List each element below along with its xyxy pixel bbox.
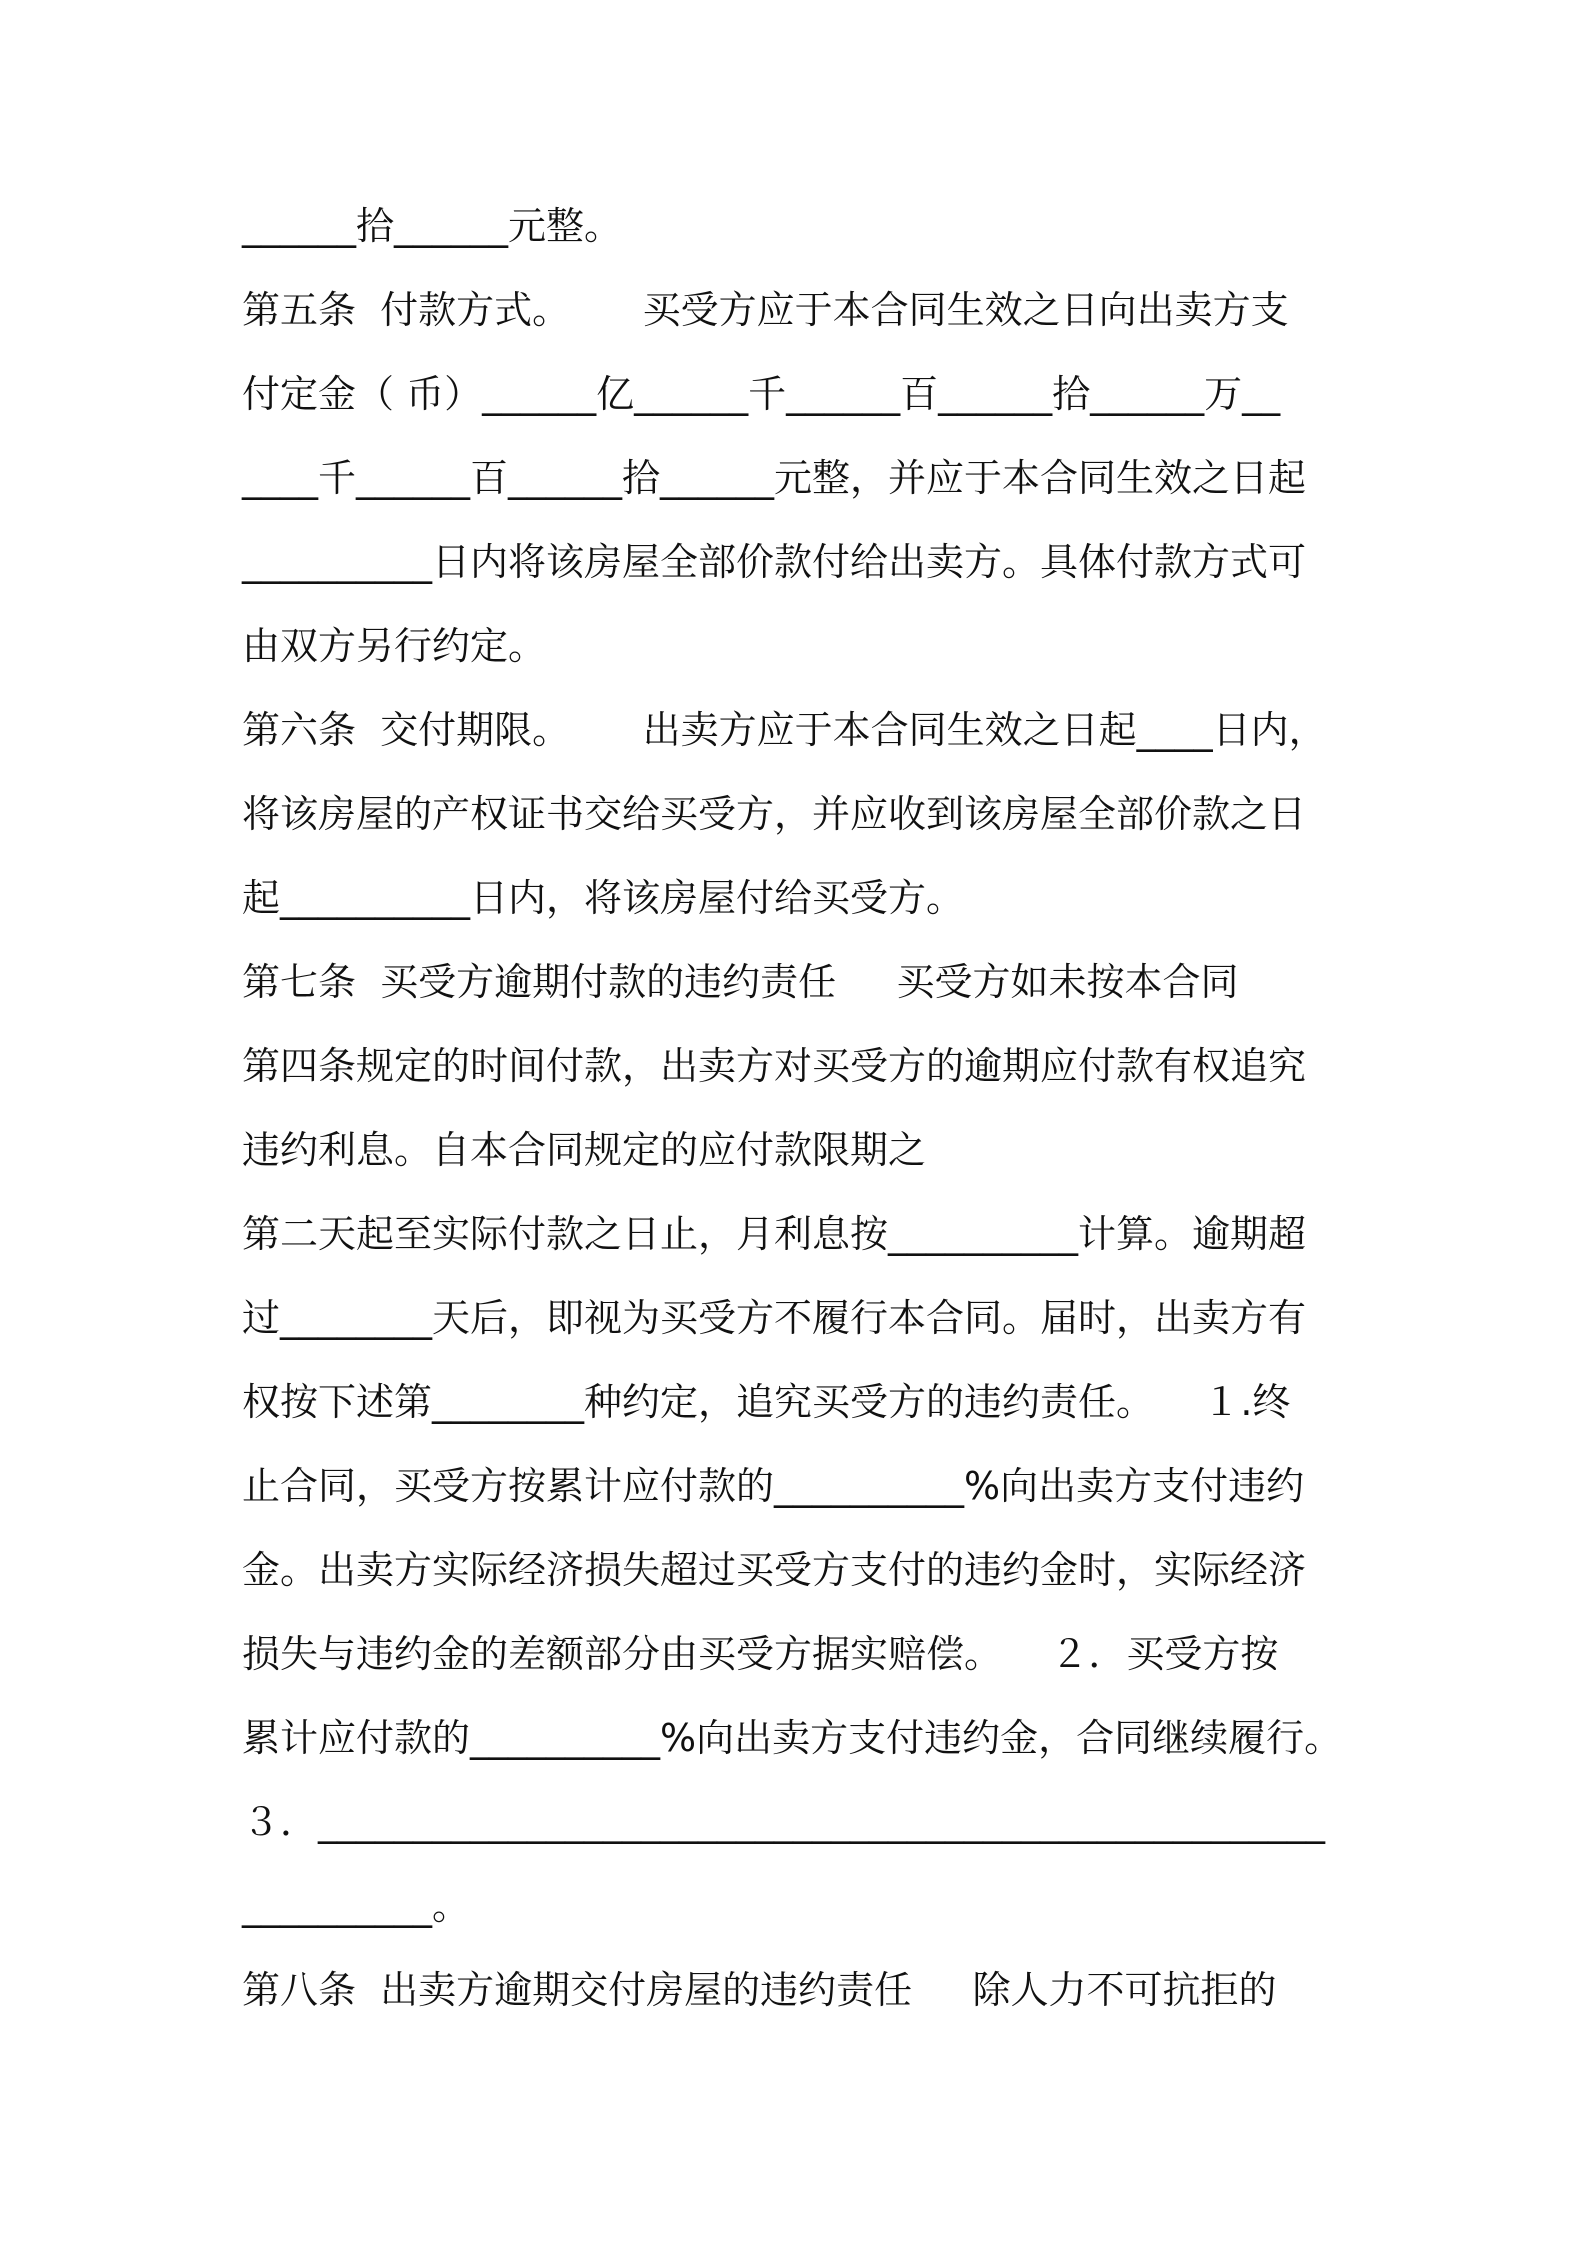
text-line: 将该房屋的产权证书交给买受方，并应收到该房屋全部价款之日 <box>242 792 1307 836</box>
text-line: ____千______百______拾______元整，并应于本合同生效之日起 <box>242 456 1307 500</box>
text-line: 金。出卖方实际经济损失超过买受方支付的违约金时，实际经济 <box>242 1548 1307 1592</box>
text-line: 第四条规定的时间付款，出卖方对买受方的逾期应付款有权追究 <box>242 1044 1307 1088</box>
text-line: 权按下述第________种约定，追究买受方的违约责任。 １.终 <box>242 1380 1291 1424</box>
text-line: 第二天起至实际付款之日止，月利息按__________计算。逾期超 <box>242 1212 1307 1256</box>
text-line: 损失与违约金的差额部分由买受方据实赔偿。 ２．买受方按 <box>242 1632 1279 1676</box>
text-line: 由双方另行约定。 <box>242 624 547 668</box>
article-5-heading-line: 第五条 付款方式。 买受方应于本合同生效之日向出卖方支 <box>242 288 1289 332</box>
text-line: __________。 <box>242 1884 471 1928</box>
text-line: 违约利息。自本合同规定的应付款限期之 <box>242 1128 927 1172</box>
text-line: __________日内将该房屋全部价款付给出卖方。具体付款方式可 <box>242 540 1307 584</box>
article-7-heading-line: 第七条 买受方逾期付款的违约责任 买受方如未按本合同 <box>242 960 1239 1004</box>
text-line: 止合同，买受方按累计应付款的__________%向出卖方支付违约 <box>242 1464 1305 1508</box>
text-line: ______拾______元整。 <box>242 204 623 248</box>
text-line: 累计应付款的__________%向出卖方支付违约金，合同继续履行。 <box>242 1716 1343 1760</box>
text-line: 起__________日内，将该房屋付给买受方。 <box>242 876 965 920</box>
article-8-heading-line: 第八条 出卖方逾期交付房屋的违约责任 除人力不可抗拒的 <box>242 1968 1277 2012</box>
text-line: 过________天后，即视为买受方不履行本合同。届时，出卖方有 <box>242 1296 1307 1340</box>
text-line: ３．_____________________________________________________ <box>242 1800 1326 1844</box>
contract-body <box>242 196 1362 2044</box>
article-6-heading-line: 第六条 交付期限。 出卖方应于本合同生效之日起____日内， <box>242 708 1327 752</box>
text-line: 付定金（ 币）______亿______千______百______拾______万__ <box>242 372 1281 416</box>
